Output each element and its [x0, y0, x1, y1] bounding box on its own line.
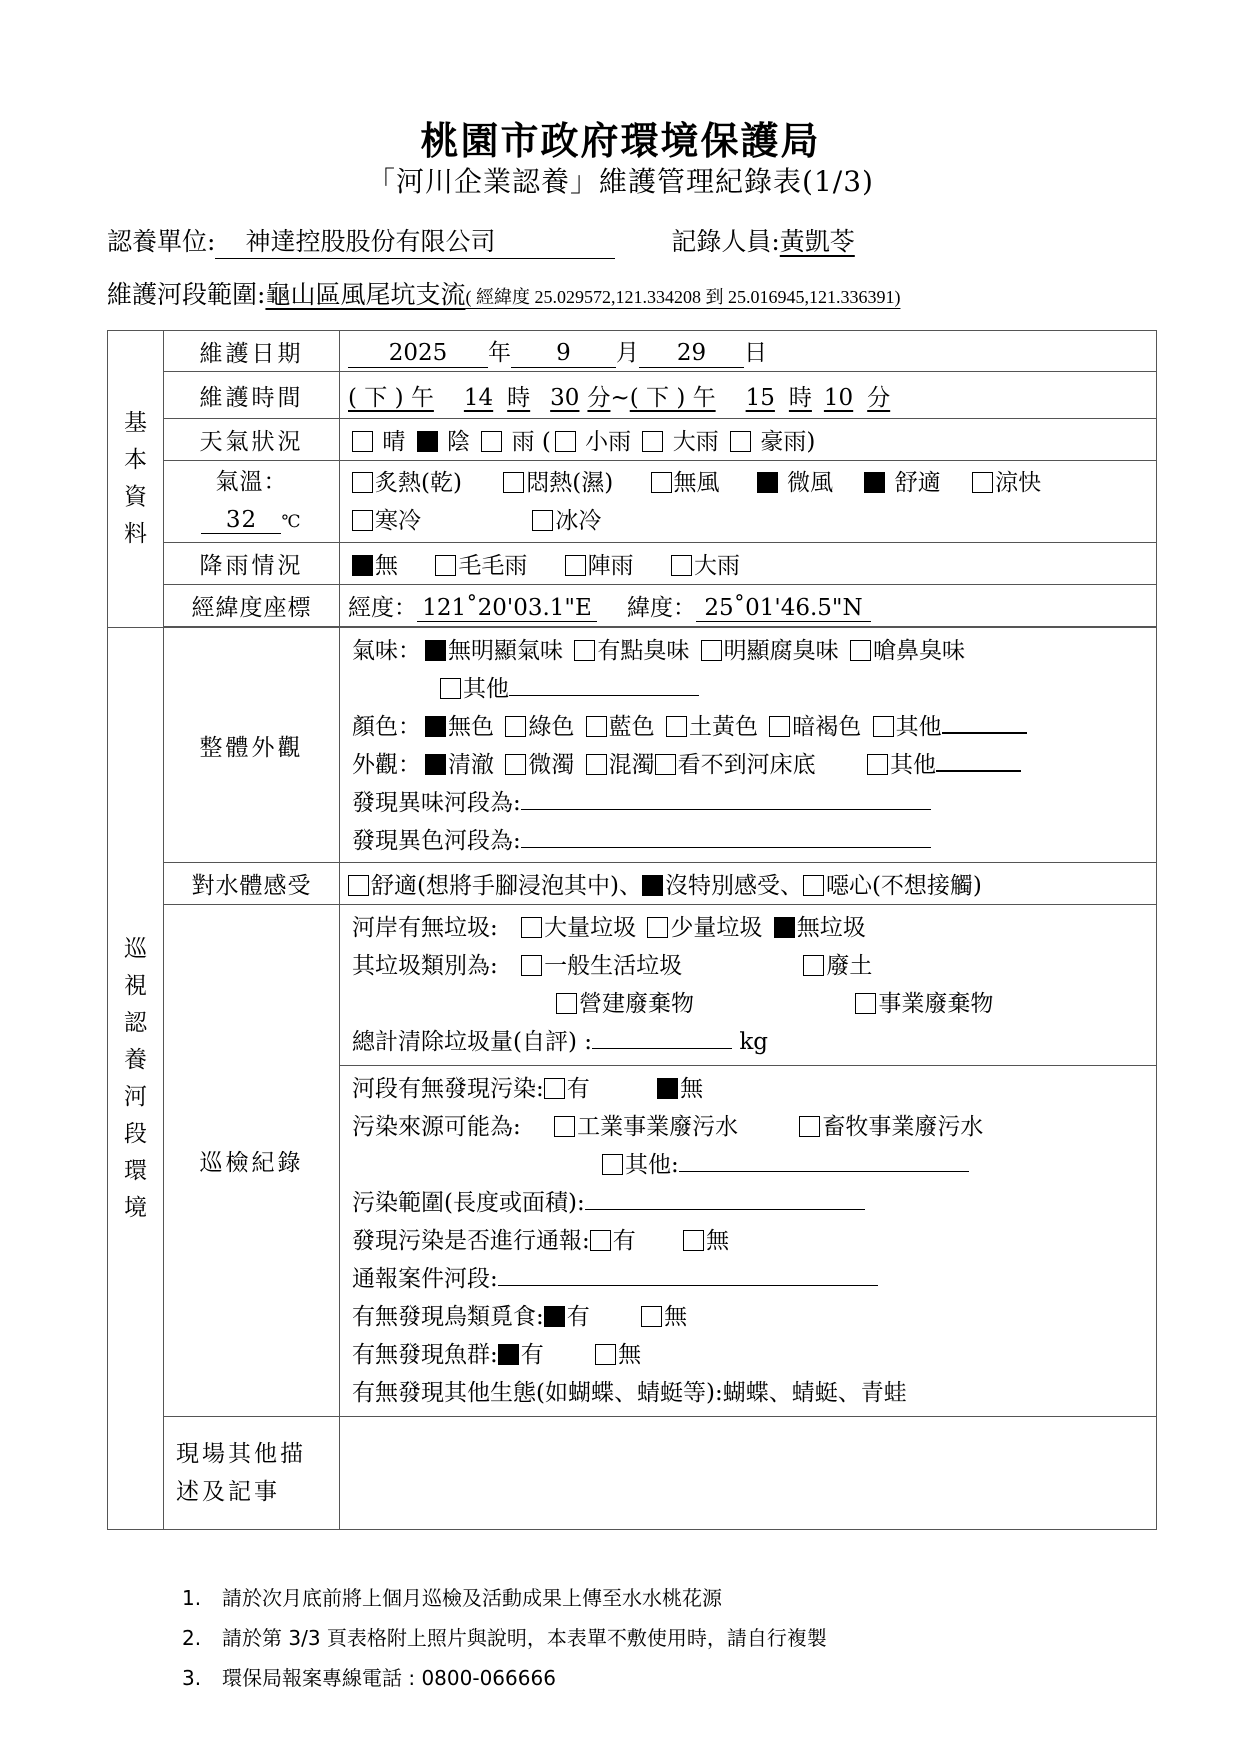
time-end: ( 下 ) 午 15 時 10 分 [629, 384, 891, 411]
color-other-checkbox[interactable] [873, 716, 894, 737]
fish-no-checkbox[interactable] [595, 1344, 616, 1365]
section-patrol-label: 巡視認養河段環境 [124, 935, 147, 1221]
color-yellow-checkbox[interactable] [666, 716, 687, 737]
type-construction-checkbox[interactable] [556, 993, 577, 1014]
time-label: 維護時間 [164, 372, 340, 419]
rain-label: 降雨情況 [164, 543, 340, 585]
appearance-options: 氣味： 無明顯氣味 有點臭味 明顯腐臭味 嗆鼻臭味 其他 顏色： 無色 綠色 藍色 土黃色 暗褐色 其他 外觀： 清澈 微濁 混濁 看不到河床底 其他 發現異味河段為: 發現異色河段為: [340, 628, 1157, 863]
section-patrol [108, 628, 164, 1530]
color-clear-checkbox[interactable] [425, 716, 446, 737]
odor-other-field[interactable] [509, 672, 699, 696]
look-clear-checkbox[interactable] [425, 754, 446, 775]
feeling-disgust-checkbox[interactable] [803, 875, 824, 896]
temp-no-wind-checkbox[interactable] [651, 472, 672, 493]
rain-shower-checkbox[interactable] [565, 555, 586, 576]
odor-slight-checkbox[interactable] [574, 640, 595, 661]
other-label: 現場其他描述及記事 [164, 1417, 340, 1530]
section-basic [108, 331, 164, 628]
garbage-none-checkbox[interactable] [774, 917, 795, 938]
type-household-checkbox[interactable] [521, 955, 542, 976]
other-notes-field[interactable] [340, 1417, 1157, 1530]
weather-label: 天氣狀況 [164, 419, 340, 461]
odor-rotten-checkbox[interactable] [701, 640, 722, 661]
rain-options: 無 毛毛雨 陣雨 大雨 [340, 543, 1157, 585]
range-line [107, 275, 900, 311]
bird-no-checkbox[interactable] [641, 1306, 662, 1327]
odor-pungent-checkbox[interactable] [850, 640, 871, 661]
unit-line [107, 222, 855, 259]
odor-section-field[interactable] [521, 786, 931, 810]
footnotes [182, 1578, 827, 1698]
source-industrial-checkbox[interactable] [554, 1116, 575, 1137]
bird-yes-checkbox[interactable] [544, 1306, 565, 1327]
temp-freezing-checkbox[interactable] [532, 510, 553, 531]
temp-options: 炙熱(乾) 悶熱(濕) 無風 微風 舒適 涼快 寒冷 冰冷 [340, 461, 1157, 543]
coord-value: 經度： 121˚20'03.1"E 緯度： 25˚01'46.5"N [340, 585, 1157, 627]
pollution-section: 河段有無發現污染: 有 無 污染來源可能為: 工業事業廢污水 畜牧事業廢污水 其他: 污染範圍(長度或面積): 發現污染是否進行通報: 有 無 通報案件河段: 有無發現鳥類覓食: 有 無 有無發現魚群: 有 無 有無發現其他生態(如蝴蝶、蜻蜓等):蝴蝶、蜻蜓、青蛙 [340, 1066, 1157, 1417]
footnote-item: 2. 請於第 3/3 頁表格附上照片與說明，本表單不敷使用時，請自行複製 [182, 1626, 827, 1650]
rain-drizzle-checkbox[interactable] [435, 555, 456, 576]
eco-value: 蝴蝶、蜻蜓、青蛙 [722, 1380, 907, 1406]
fish-yes-checkbox[interactable] [498, 1344, 519, 1365]
feeling-options: 舒適(想將手腳浸泡其中)、 沒特別感受、 噁心(不想接觸) [340, 863, 1157, 905]
weather-rain-checkbox[interactable] [481, 431, 502, 452]
weather-options: 晴 陰 雨 ( 小雨 大雨 豪雨) [340, 419, 1157, 461]
date-month: 9 [511, 341, 616, 367]
coord-lon: 121˚20'03.1"E [417, 596, 597, 622]
garbage-small-checkbox[interactable] [647, 917, 668, 938]
source-livestock-checkbox[interactable] [799, 1116, 820, 1137]
color-green-checkbox[interactable] [505, 716, 526, 737]
coord-label: 經緯度座標 [164, 585, 340, 627]
temp-label: 氣溫： [215, 468, 288, 495]
date-label: 維護日期 [164, 331, 340, 372]
coord-lat: 25˚01'46.5"N [696, 596, 871, 622]
page-title: 桃園市政府環境保護局 [420, 118, 821, 163]
range-label: 維護河段範圍: [107, 280, 266, 309]
look-other-checkbox[interactable] [867, 754, 888, 775]
date-year: 2025 [348, 341, 488, 367]
temp-hot-humid-checkbox[interactable] [503, 472, 524, 493]
maintenance-form-table [107, 330, 1157, 1530]
color-brown-checkbox[interactable] [769, 716, 790, 737]
report-yes-checkbox[interactable] [590, 1230, 611, 1251]
temp-cold-checkbox[interactable] [352, 510, 373, 531]
range-value: 龜山區風尾坑支流 [265, 280, 466, 309]
garbage-section: 河岸有無垃圾: 大量垃圾 少量垃圾 無垃圾 其垃圾類別為: 一般生活垃圾 廢土 營建廢棄物 事業廢棄物 總計清除垃圾量(自評) : kg [340, 905, 1157, 1066]
feeling-label: 對水體感受 [164, 863, 340, 905]
look-other-field[interactable] [936, 747, 1021, 772]
garbage-large-checkbox[interactable] [521, 917, 542, 938]
color-section-field[interactable] [521, 824, 931, 848]
temp-breeze-checkbox[interactable] [757, 472, 778, 493]
weather-light-rain-checkbox[interactable] [555, 431, 576, 452]
time-start: ( 下 ) 午 14 時 30 分 [348, 384, 611, 411]
pollution-no-checkbox[interactable] [657, 1078, 678, 1099]
temp-unit: ℃ [281, 511, 302, 532]
form-subtitle: 「河川企業認養」維護管理紀錄表(1/3) [367, 165, 874, 198]
odor-other-checkbox[interactable] [440, 678, 461, 699]
footnote-item: 3. 環保局報案專線電話 : 0800-066666 [182, 1666, 556, 1690]
appearance-label: 整體外觀 [164, 628, 340, 863]
source-other-checkbox[interactable] [602, 1154, 623, 1175]
feeling-nothing-checkbox[interactable] [642, 875, 663, 896]
color-other-field[interactable] [942, 709, 1027, 734]
temp-value: 32 [201, 508, 281, 534]
pollution-range-field[interactable] [585, 1186, 865, 1210]
temp-hot-dry-checkbox[interactable] [352, 472, 373, 493]
time-value: ( 下 ) 午 14 時 30 分~( 下 ) 午 15 時 10 分 [340, 372, 1157, 419]
rain-none-checkbox[interactable] [352, 555, 373, 576]
odor-none-checkbox[interactable] [425, 640, 446, 661]
weather-heavy-rain-checkbox[interactable] [642, 431, 663, 452]
type-soil-checkbox[interactable] [803, 955, 824, 976]
look-no-bed-checkbox[interactable] [655, 754, 676, 775]
color-section-label: 發現異色河段為: [352, 828, 521, 854]
case-section-field[interactable] [498, 1262, 878, 1286]
rain-heavy-checkbox[interactable] [671, 555, 692, 576]
temp-cool-checkbox[interactable] [972, 472, 993, 493]
footnote-item: 1. 請於次月底前將上個月巡檢及活動成果上傳至水水桃花源 [182, 1586, 722, 1610]
look-slightly-turbid-checkbox[interactable] [505, 754, 526, 775]
pollution-yes-checkbox[interactable] [544, 1078, 565, 1099]
weather-cloudy-checkbox[interactable] [417, 431, 438, 452]
inspection-label: 巡檢紀錄 [164, 905, 340, 1417]
garbage-total-field[interactable] [592, 1025, 732, 1049]
date-value: 2025 年 9 月 29 日 [340, 331, 1157, 372]
recorder-value: 黃凱苓 [779, 227, 855, 256]
unit-value: 神達控股股份有限公司 [215, 222, 615, 259]
temp-label-cell [164, 461, 340, 543]
type-business-checkbox[interactable] [855, 993, 876, 1014]
unit-label: 認養單位: [107, 227, 216, 256]
date-day: 29 [639, 341, 744, 367]
temp-comfortable-checkbox[interactable] [864, 472, 885, 493]
look-turbid-checkbox[interactable] [586, 754, 607, 775]
odor-section-label: 發現異味河段為: [352, 790, 521, 816]
weather-storm-checkbox[interactable] [730, 431, 751, 452]
color-blue-checkbox[interactable] [586, 716, 607, 737]
weather-sunny-checkbox[interactable] [352, 431, 373, 452]
section-basic-label: 基本資料 [124, 410, 147, 547]
report-no-checkbox[interactable] [683, 1230, 704, 1251]
source-other-field[interactable] [679, 1148, 969, 1172]
recorder-label: 記錄人員: [671, 227, 780, 256]
feeling-comfortable-checkbox[interactable] [348, 875, 369, 896]
range-coords: ( 經緯度 25.029572,121.334208 到 25.016945,121.336391) [465, 287, 901, 307]
